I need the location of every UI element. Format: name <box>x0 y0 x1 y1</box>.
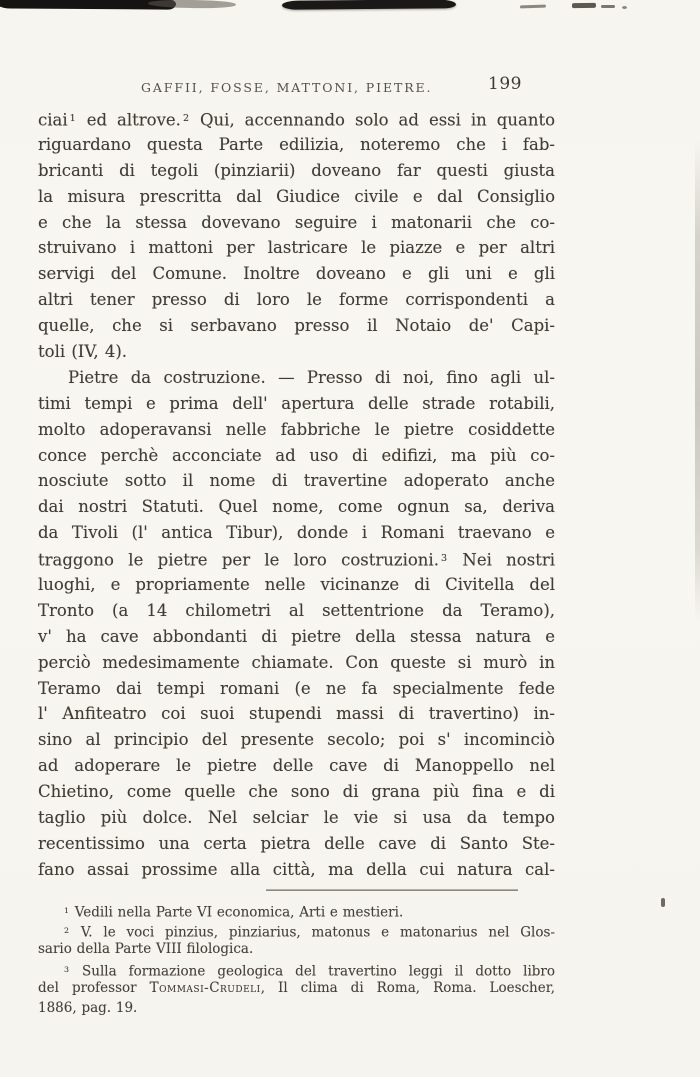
text-line <box>38 572 555 598</box>
text-line <box>38 598 555 624</box>
footnote-separator <box>266 889 518 891</box>
text-line <box>38 494 555 520</box>
scan-artifact-dash <box>601 5 615 8</box>
text-segment: bricanti di tegoli ( <box>38 160 221 180</box>
footnote-reference: 1 <box>69 113 76 124</box>
text-segment: del professor <box>38 980 150 997</box>
text-line <box>38 106 555 132</box>
text-segment: ciai <box>38 110 68 130</box>
text-segment: ad adoperare le pietre delle cave di Manoppello nel <box>38 756 555 776</box>
text-segment: altri tener presso di loro le forme corrispondenti a <box>38 290 555 310</box>
footnotes <box>38 901 555 1019</box>
text-line <box>38 753 555 779</box>
text-segment: la misura prescritta dal Giudice civile e dal Consiglio <box>38 186 555 206</box>
footnote-line <box>38 979 555 999</box>
text-segment: Qui, accennando solo ad essi in quanto <box>190 110 556 130</box>
text-segment: 1886, pag. 19. <box>38 999 138 1016</box>
text-segment: nel <box>477 924 521 941</box>
text-segment: Glos- <box>520 924 555 941</box>
text-segment: sario <box>38 941 72 958</box>
text-segment: molto adoperavansi nelle fabbriche le pietre cosiddette <box>38 419 555 439</box>
text-segment: luoghi, e propriamente nelle vicinanze di Civitella del <box>38 575 555 595</box>
text-segment: servigi del Comune. Inoltre doveano e gli uni e gli <box>38 264 555 284</box>
text-segment: e <box>370 924 400 941</box>
text-line <box>38 779 555 805</box>
text-segment: della <box>71 941 115 958</box>
text-segment: e che la stessa dovevano seguire i <box>38 212 392 232</box>
text-segment: fano assai prossime alla città, ma della cui natura cal- <box>38 859 555 879</box>
text-line <box>38 417 555 443</box>
text-segment: Tommasi-Crudeli <box>149 980 261 997</box>
text-line <box>38 857 555 883</box>
body-text <box>38 106 555 883</box>
text-segment: Sulla formazione geologica del travertino leggi il dotto libro <box>69 963 555 980</box>
text-segment: pinzius, pinziarius, matonus <box>165 924 371 941</box>
running-title: GAFFII, FOSSE, MATTONI, PIETRE. <box>141 80 433 95</box>
text-segment: dai nostri Statuti. Quel nome, come ognun sa, deriva <box>38 497 555 517</box>
text-line <box>38 443 555 469</box>
text-line <box>38 391 555 417</box>
text-segment: V. le voci <box>69 924 166 941</box>
scan-artifact-smudge <box>282 0 456 10</box>
text-line <box>38 158 555 184</box>
text-line <box>38 287 555 313</box>
text-line <box>38 132 555 158</box>
text-line <box>38 650 555 676</box>
text-segment: taglio più dolce. Nel selciar le vie si usa da tempo <box>38 808 555 828</box>
text-segment: l' Anfiteatro coi suoi stupendi massi di travertino) in- <box>38 704 555 724</box>
page-edge-shadow <box>695 140 700 620</box>
footnote-line <box>38 940 555 960</box>
text-segment: adoperato anche <box>387 471 555 491</box>
text-line <box>38 235 555 261</box>
text-segment: Il clima di Roma <box>278 980 416 997</box>
text-line <box>38 339 555 365</box>
text-line <box>38 624 555 650</box>
text-segment: matonarius <box>399 924 478 941</box>
page-number: 199 <box>488 74 522 94</box>
text-segment: Parte VI economica, Arti e mestieri <box>155 904 399 921</box>
footnote-reference: 2 <box>182 113 190 124</box>
text-segment: ), donde i Romani traevano e <box>271 523 556 543</box>
footnote-line <box>38 921 555 941</box>
footnote-reference: 2 <box>64 925 69 935</box>
text-segment: ed altrove. <box>76 110 181 130</box>
text-segment: , Roma. Loescher, <box>415 980 556 997</box>
footnote-reference: 3 <box>440 553 448 565</box>
scan-artifact-dot <box>622 6 627 9</box>
text-segment: recentissimo una certa pietra delle cave di Santo Ste- <box>38 833 555 853</box>
text-line <box>38 313 555 339</box>
text-line <box>38 520 555 546</box>
text-segment: Tronto (a 14 chilometri al settentrione da Teramo), <box>38 600 555 620</box>
footnote-line <box>38 999 555 1019</box>
text-segment: Parte VIII filologica <box>114 941 249 958</box>
text-segment: . <box>398 904 404 921</box>
text-segment: Pietre da costruzione. <box>68 367 266 387</box>
text-segment: Vedili nella <box>69 904 156 921</box>
text-segment: Nei nostri <box>448 550 556 570</box>
text-segment: riguardano questa Parte edilizia, noteremo che i fab- <box>38 134 555 154</box>
text-line <box>38 701 555 727</box>
text-segment: v' ha cave abbondanti di pietre della stessa natura e <box>38 626 555 646</box>
text-segment: perchè acconciate ad uso di edifizi, ma più co- <box>86 445 555 465</box>
footnote-reference: 3 <box>64 964 69 974</box>
text-segment: ) doveano far questi giusta <box>289 160 555 180</box>
scan-artifact-dash <box>572 3 596 8</box>
text-segment: Teramo dai tempi romani (e ne fa specialmente fede <box>38 678 555 698</box>
text-segment: quelle, che si serbavano presso il Notaio de' Capi- <box>38 316 555 336</box>
text-line <box>38 468 555 494</box>
text-line <box>38 365 555 391</box>
text-segment: struivano i mattoni per lastricare le piazze e per altri <box>38 238 555 258</box>
text-line <box>38 805 555 831</box>
scan-artifact-dash <box>520 5 546 9</box>
footnote-line <box>38 960 555 980</box>
text-segment: — Presso di noi, fino agli ul- <box>265 367 555 387</box>
text-segment: travertine <box>303 471 388 491</box>
text-segment: toli (IV, 4). <box>38 342 128 362</box>
text-segment: pinziarii <box>220 160 290 180</box>
text-segment: nosciute sotto il nome di <box>38 471 304 491</box>
footnote-reference: 1 <box>64 906 69 915</box>
text-segment: matonarii <box>391 212 473 232</box>
text-segment: , <box>260 980 278 997</box>
text-line <box>38 831 555 857</box>
text-segment: perciò medesimamente chiamate. Con queste si murò in <box>38 652 555 672</box>
text-line <box>38 676 555 702</box>
text-segment: Chietino, come quelle che sono di grana più fina e di <box>38 782 555 802</box>
scan-artifact-speck <box>661 898 665 907</box>
text-segment: che co- <box>472 212 556 232</box>
text-line <box>38 261 555 287</box>
text-segment: traggono le pietre per le loro costruzioni. <box>38 550 439 570</box>
text-line <box>38 184 555 210</box>
text-line <box>38 727 555 753</box>
text-segment: Tibur <box>226 523 272 543</box>
text-line <box>38 210 555 236</box>
text-segment: . <box>248 941 254 958</box>
text-line <box>38 546 555 572</box>
text-segment: da Tivoli (l' antica <box>38 523 227 543</box>
text-segment: sino al principio del presente secolo; poi s' incominciò <box>38 730 555 750</box>
text-segment: conce <box>38 445 87 465</box>
footnote-line <box>38 901 555 921</box>
text-segment: timi tempi e prima dell' apertura delle strade rotabili, <box>38 393 555 413</box>
